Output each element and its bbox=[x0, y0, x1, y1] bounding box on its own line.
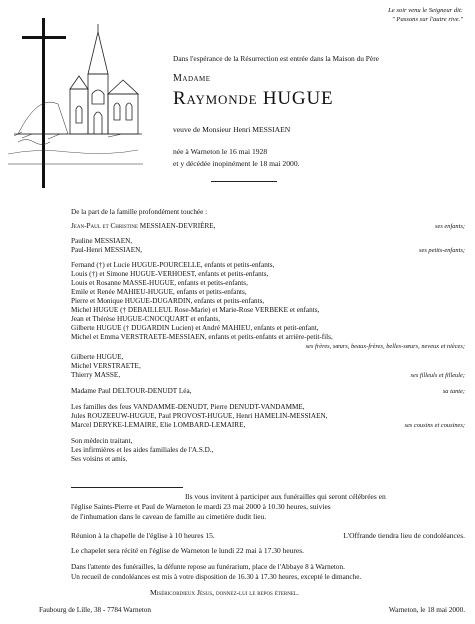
list-item: Jean-Paul et Christine MESSIAEN-DEVRIÈRE, bbox=[71, 222, 216, 230]
list-item: Les familles des feus VANDAMME-DENUDT, Pierre DENUDT-VANDAMME, bbox=[71, 403, 305, 411]
role-label: ses cousins et cousines; bbox=[404, 422, 465, 429]
attente-line: Un recueil de condoléances est mis à votre disposition de 16.30 à 17.30 heures, excepté le dimanche. bbox=[71, 573, 362, 581]
offering-note: L'Offrande tiendra lieu de condoléances. bbox=[343, 531, 465, 540]
list-item: Gilberte HUGUE († DUGARDIN Lucien) et André MAHIEU, enfants et petit-enfant, bbox=[71, 324, 319, 332]
group-godchildren bbox=[71, 353, 465, 380]
list-item: Paul-Henri MESSIAEN, bbox=[71, 246, 143, 254]
chapelet: Le chapelet sera récité en l'église de Warneton le lundi 22 mai à 17.30 heures. bbox=[71, 546, 305, 555]
divider-middle bbox=[71, 487, 183, 488]
invitation-line: Ils vous invitent à participer aux funérailles qui seront célébrées en bbox=[185, 492, 386, 501]
invitation bbox=[71, 492, 465, 522]
list-item: Pierre et Monique HUGUE-DUGARDIN, enfants et petits-enfants, bbox=[71, 297, 265, 305]
epigraph-line-2: " Passons sur l'autre rive." bbox=[392, 16, 463, 23]
group-children bbox=[71, 222, 465, 231]
attente-line: Dans l'attente des funérailles, la défunte repose au funérarium, place de l'Abbaye 8 à Warneton. bbox=[71, 563, 345, 571]
family-list bbox=[71, 222, 465, 464]
list-item: Madame Paul DELTOUR-DENUDT Léa, bbox=[71, 387, 192, 395]
invitation-line: de l'inhumation dans le caveau de famille au cimetière dudit lieu. bbox=[71, 512, 267, 521]
attente bbox=[71, 562, 361, 582]
widow-line: veuve de Monsieur Henri MESSIAEN bbox=[173, 125, 291, 134]
list-item: Fernand (†) et Lucie HUGUE-POURCELLE, enfants et petits-enfants, bbox=[71, 261, 275, 269]
footer-date: Warneton, le 18 mai 2000. bbox=[388, 606, 465, 614]
group-grandchildren bbox=[71, 237, 465, 255]
role-label: sa tante; bbox=[442, 388, 465, 395]
role-label: ses enfants; bbox=[435, 223, 465, 230]
list-item: Jean et Thérèse HUGUE-CNOCQUART et enfants, bbox=[71, 315, 221, 323]
group-others bbox=[71, 437, 465, 464]
list-item: Son médecin traitant, bbox=[71, 437, 133, 445]
epigraph bbox=[388, 6, 463, 24]
birth-line: née à Warneton le 16 mai 1928 bbox=[173, 147, 268, 156]
footer-address: Faubourg de Lille, 38 - 7784 Warneton bbox=[39, 606, 151, 614]
list-item: Ses voisins et amis. bbox=[71, 455, 128, 463]
list-item: Les infirmières et les aides familiales de l'A.S.D., bbox=[71, 446, 214, 454]
role-label: ses frères, sœurs, beaux-frères, belles-sœurs, neveux et nièces; bbox=[305, 343, 465, 350]
list-item: Emile et Renée MAHIEU-HUGUE, enfants et petits-enfants, bbox=[71, 288, 247, 296]
epigraph-line-1: Le soir venu le Seigneur dit: bbox=[388, 7, 463, 14]
list-item: Michel HUGUE († DEBAILLEUL Rose-Marie) et Marie-Rose VERBEKE et enfants, bbox=[71, 306, 320, 314]
reunion-time: Réunion à la chapelle de l'église à 10 heures 15. bbox=[71, 531, 215, 540]
list-item: Michel et Emma VERSTRAETE-MESSIAEN, enfants et petits-enfants et arrière-petit-fils, bbox=[71, 333, 333, 341]
list-item: Pauline MESSIAEN, bbox=[71, 237, 133, 245]
group-aunt bbox=[71, 387, 465, 396]
deceased-last-name: HUGUE bbox=[262, 88, 334, 109]
list-item: Marcel DERYKE-LEMAIRE, Elie LOMBARD-LEMAIRE, bbox=[71, 421, 246, 429]
role-label: ses petits-enfants; bbox=[419, 247, 465, 254]
list-item: Louis (†) et Simone HUGUE-VERHOEST, enfants et petits-enfants, bbox=[71, 270, 269, 278]
prayer: Miséricordieux Jésus, donnez-lui le repos éternel. bbox=[150, 588, 299, 597]
death-line: et y décédée inopinément le 18 mai 2000. bbox=[173, 159, 300, 168]
group-cousins bbox=[71, 403, 465, 430]
role-label: ses filleuls et filleule; bbox=[410, 372, 465, 379]
invitation-line: l'église Saints-Pierre et Paul de Warneton le mardi 23 mai 2000 à 10.30 heures, suivies bbox=[71, 502, 331, 511]
list-item: Louis et Rosanne MASSE-HUGUE, enfants et petits-enfants, bbox=[71, 279, 248, 287]
list-item: Thierry MASSE, bbox=[71, 371, 121, 379]
list-item: Michel VERSTRAETE, bbox=[71, 362, 141, 370]
church-illustration bbox=[8, 14, 143, 189]
reunion bbox=[71, 531, 465, 540]
deceased-name bbox=[173, 88, 333, 110]
list-item: Jules ROUZEEUW-HUGUE, Paul PROVOST-HUGUE, Henri HAMELIN-MESSIAEN, bbox=[71, 412, 328, 420]
list-item: Gilberte HUGUE, bbox=[71, 353, 124, 361]
intro-text: Dans l'espérance de la Résurrection est entrée dans la Maison du Père bbox=[173, 54, 379, 63]
group-siblings bbox=[71, 261, 465, 351]
divider-top bbox=[211, 181, 277, 182]
title-madame: Madame bbox=[173, 73, 211, 84]
deceased-first-name: Raymonde bbox=[173, 88, 258, 109]
family-intro: De la part de la famille profondément touchée : bbox=[71, 208, 208, 216]
